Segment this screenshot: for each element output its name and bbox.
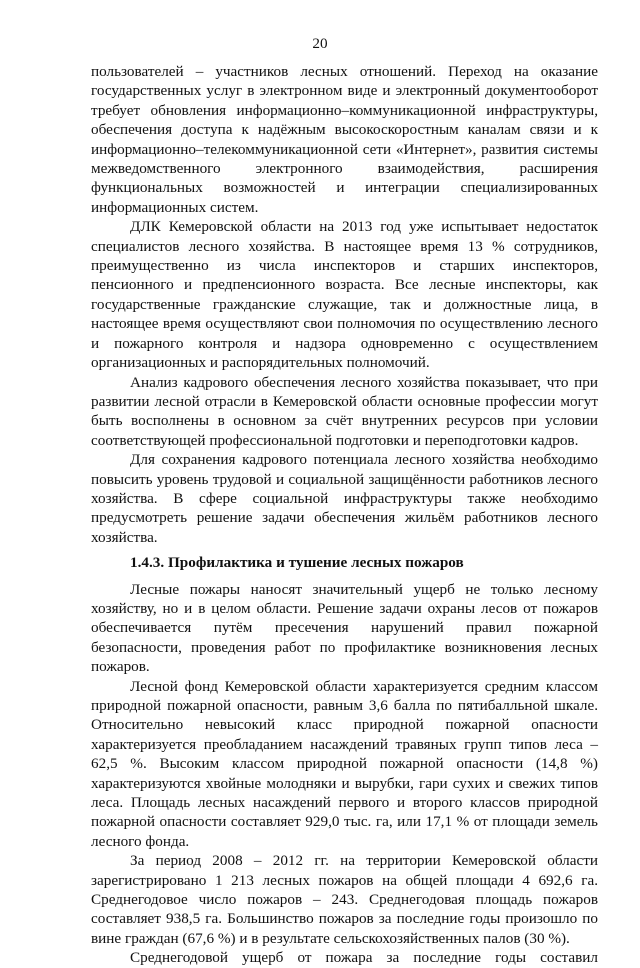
- paragraph: Лесные пожары наносят значительный ущерб не только лесному хозяйству, но и в целом области. Решение задачи охраны лесов от пожаров обеспечивается путём пресечения нарушений правил пожарной безопасности, проведения работ по профилактике возникновения лесных пожаров.: [91, 580, 598, 676]
- paragraph: пользователей – участников лесных отношений. Переход на оказание государственных услуг в электронном виде и электронный документооборот требует обновления информационно–коммуникационной инфраструктуры, обеспечения доступа к надёжным высокоскоростным каналам связи и к информационно–телекоммуникационной сети «Интернет», развития системы межведомственного электронного взаимодействия, расширения функциональных возможностей и интеграции специализированных информационных систем.: [91, 63, 598, 216]
- paragraph: Для сохранения кадрового потенциала лесного хозяйства необходимо повысить уровень трудовой и социальной защищённости работников лесного хозяйства. В сфере социальной инфраструктуры также необходимо предусмотреть решение задачи обеспечения жильём работников лесного хозяйства.: [91, 451, 598, 546]
- paragraph-truncated: Среднегодовой ущерб от пожара за последние годы составил: [130, 949, 598, 967]
- paragraph: Лесной фонд Кемеровской области характеризуется средним классом природной пожарной опасности, равным 3,6 балла по пятибалльной шкале. Относительно невысокий класс природной пожарной опасности характеризуется преобладанием насаждений травяных групп типов леса – 62,5 %. Высоким классом природной пожарной опасности (14,8 %) характеризуются хвойные молодняки и вырубки, гари сухих и свежих типов леса. Площадь лесных насаждений первого и второго классов природной пожарной опасности составляет 929,0 тыс. га, или 17,1 % от площади земель лесного фонда.: [91, 677, 598, 850]
- paragraph: ДЛК Кемеровской области на 2013 год уже испытывает недостаток специалистов лесного хозяйства. В настоящее время 13 % сотрудников, преимущественно из числа инспекторов и старших инспекторов, пенсионного и предпенсионного возраста. Все лесные инспекторы, как государственные гражданские служащие, так и должностные лица, в настоящее время осуществляют свои полномочия по осуществлению лесного и пожарного контроля и надзора одновременно с осуществлением организационных и распорядительных полномочий.: [91, 218, 598, 372]
- paragraph: За период 2008 – 2012 гг. на территории Кемеровской области зарегистрировано 1 213 лесных пожаров на общей площади 4 692,6 га. Среднегодовое число пожаров – 243. Среднегодовая площадь пожаров составляет 938,5 га. Большинство пожаров за последние годы произошло по вине граждан (67,6 %) и в результате сельскохозяйственных палов (30 %).: [91, 852, 598, 947]
- page-content: [91, 62, 598, 968]
- section-heading: 1.4.3. Профилактика и тушение лесных пожаров: [130, 554, 464, 572]
- paragraph: Анализ кадрового обеспечения лесного хозяйства показывает, что при развитии лесной отрасли в Кемеровской области основные профессии могут быть восполнены в основном за счёт внутренних ресурсов при условии соответствующей профессиональной подготовки и переподготовки кадров.: [91, 373, 598, 449]
- page-number: 20: [312, 35, 328, 52]
